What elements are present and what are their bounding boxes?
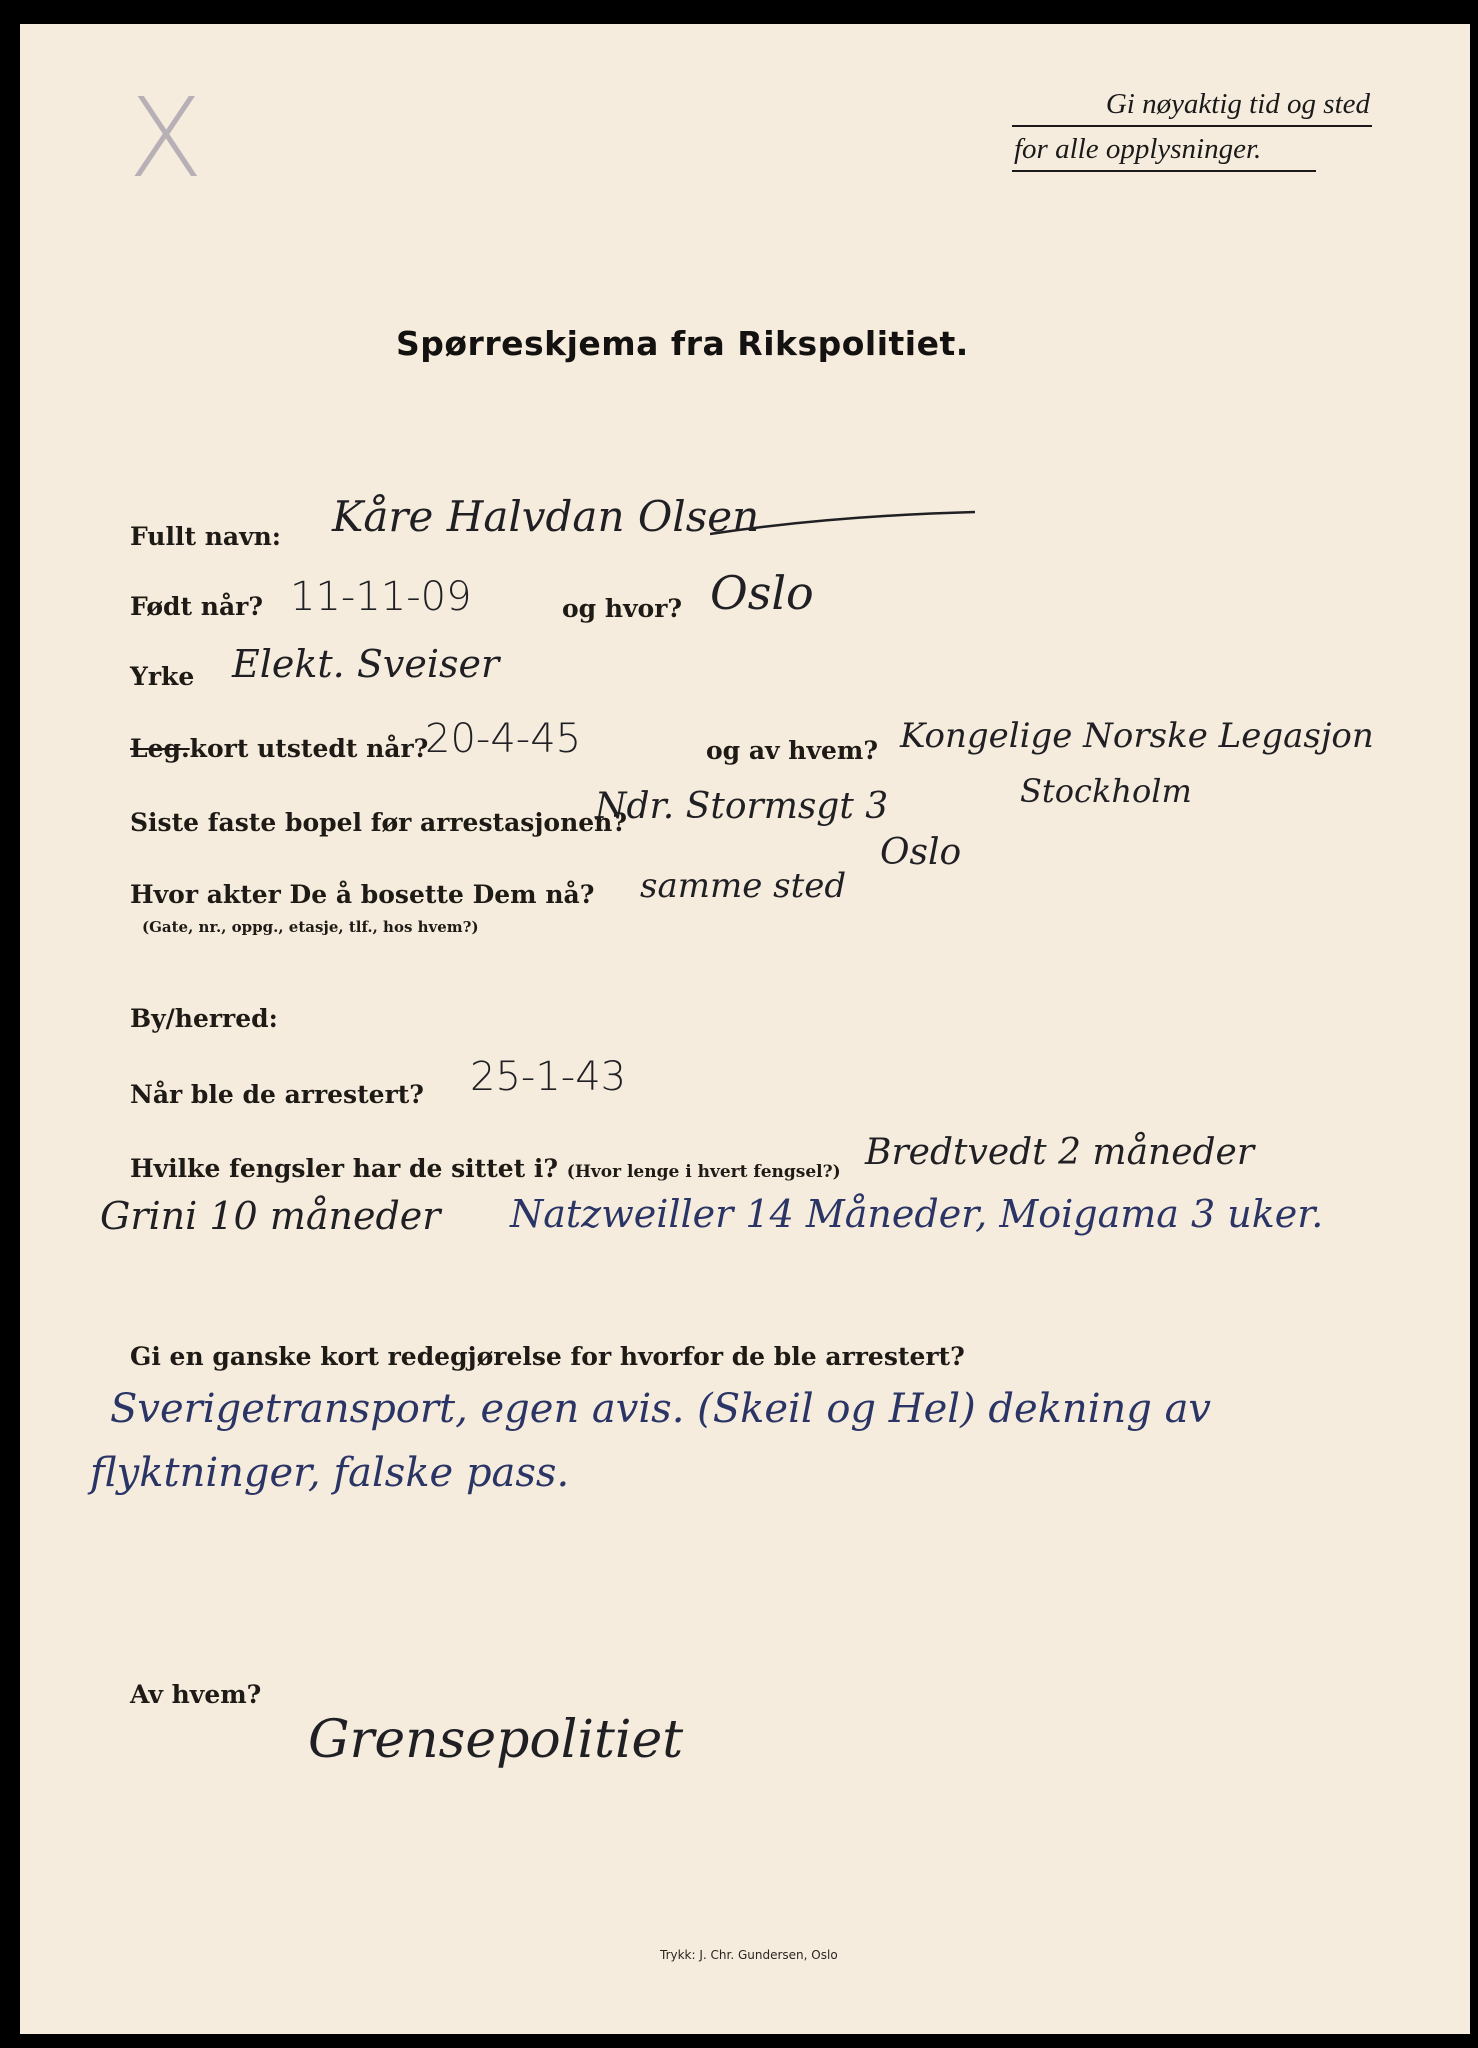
by-whom-value: Grensepolitiet [308, 1710, 684, 1770]
id-card-label-rest: kort utstedt når? [189, 734, 429, 763]
id-card-label [130, 734, 428, 763]
settle-sublabel: (Gate, nr., oppg., etasje, tlf., hos hvem?) [142, 918, 479, 936]
born-where-label: og hvor? [562, 594, 683, 623]
id-card-by-value-1: Kongelige Norske Legasjon [900, 716, 1374, 756]
prisons-value-2a: Grini 10 måneder [100, 1194, 441, 1238]
reason-value-1: Sverigetransport, egen avis. (Skeil og Hel) dekning av [110, 1386, 1212, 1432]
born-when-label: Født når? [130, 592, 263, 621]
arrested-value: 25-1-43 [470, 1054, 627, 1100]
prisons-value-1: Bredtvedt 2 måneder [865, 1132, 1255, 1173]
instruction-note [1012, 82, 1372, 172]
instruction-line-2: for alle opplysninger. [1012, 127, 1316, 172]
prisons-label-main: Hvilke fengsler har de sittet i? [130, 1154, 559, 1183]
last-residence-value-2: Oslo [880, 832, 962, 873]
name-underline-stroke [710, 504, 980, 544]
id-card-issued-value: 20-4-45 [425, 716, 582, 762]
reason-label: Gi en ganske kort redegjørelse for hvorfor de ble arrestert? [130, 1342, 965, 1371]
id-card-by-label: og av hvem? [706, 736, 878, 765]
born-when-value: 11-11-09 [290, 574, 472, 620]
id-card-by-value-2: Stockholm [1020, 772, 1192, 810]
pencil-x-mark: X [128, 74, 204, 202]
full-name-value: Kåre Halvdan Olsen [332, 492, 760, 541]
prisons-label [130, 1154, 841, 1183]
by-whom-label: Av hvem? [130, 1680, 262, 1709]
settle-value: samme sted [640, 866, 847, 906]
reason-value-2: flyktninger, falske pass. [90, 1450, 570, 1496]
prisons-sublabel: (Hvor lenge i hvert fengsel?) [566, 1162, 841, 1182]
born-where-value: Oslo [710, 566, 814, 620]
last-residence-value-1: Ndr. Stormsgt 3 [595, 786, 889, 827]
last-residence-label: Siste faste bopel før arrestasjonen? [130, 808, 627, 837]
page-title: Spørreskjema fra Rikspolitiet. [396, 324, 969, 363]
form-page [20, 24, 1470, 2034]
municipality-label: By/herred: [130, 1004, 278, 1033]
instruction-line-1: Gi nøyaktig tid og sted [1012, 82, 1372, 127]
occupation-label: Yrke [130, 662, 195, 691]
prisons-value-2b: Natzweiller 14 Måneder, Moigama 3 uker. [510, 1192, 1324, 1236]
arrested-label: Når ble de arrestert? [130, 1080, 424, 1109]
printer-footer: Trykk: J. Chr. Gundersen, Oslo [660, 1948, 838, 1962]
id-card-label-struck: Leg. [130, 734, 190, 763]
settle-label: Hvor akter De å bosette Dem nå? [130, 880, 595, 909]
occupation-value: Elekt. Sveiser [232, 642, 500, 686]
full-name-label: Fullt navn: [130, 522, 282, 551]
